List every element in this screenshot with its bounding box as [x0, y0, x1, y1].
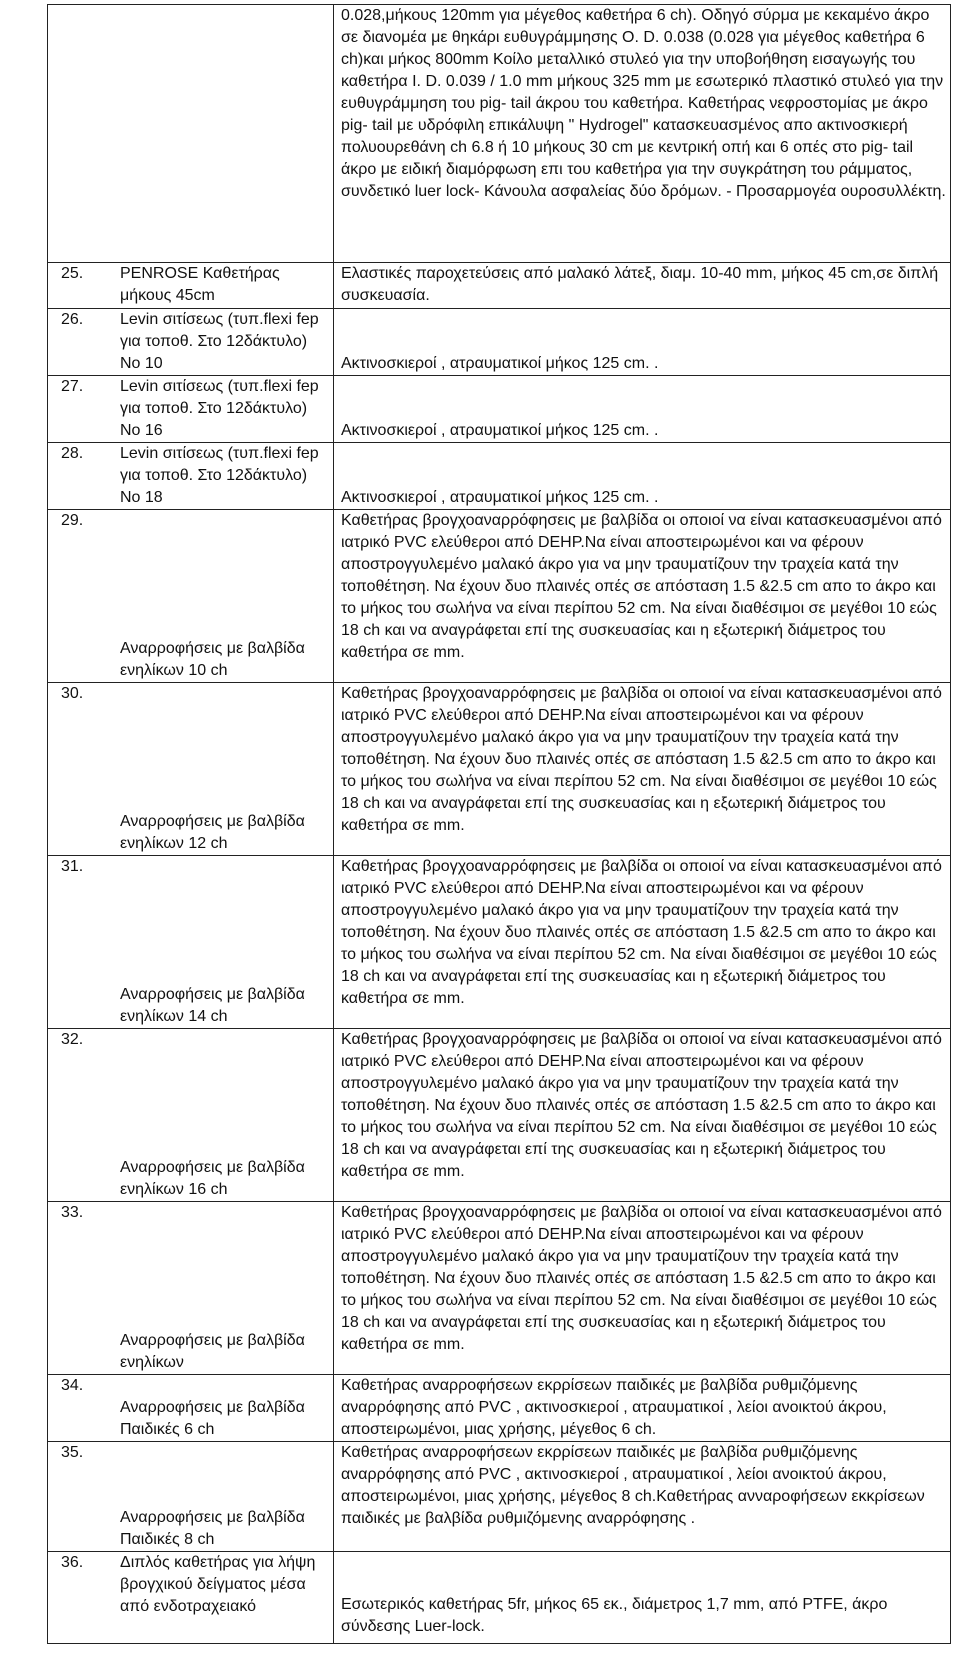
cell-description	[334, 443, 951, 510]
row-number: 30.	[61, 685, 84, 702]
row-number: 27.	[61, 378, 84, 395]
cell-name	[48, 683, 334, 856]
item-name: Levin σιτίσεως (τυπ.flexi fep για τοποθ. Στο 12δάκτυλο) Νο 16	[120, 378, 319, 439]
item-name: Αναρροφήσεις με βαλβίδα ενηλίκων 10 ch	[120, 640, 305, 679]
cell-name	[48, 1029, 334, 1202]
table-row	[48, 376, 951, 443]
cell-name	[48, 510, 334, 683]
cell-description	[334, 309, 951, 376]
table-row	[48, 1552, 951, 1644]
table-row	[48, 1375, 951, 1442]
item-name: Αναρροφήσεις με βαλβίδα ενηλίκων 16 ch	[120, 1159, 305, 1198]
item-name: Αναρροφήσεις με βαλβίδα Παιδικές 6 ch	[120, 1399, 305, 1438]
cell-name	[48, 376, 334, 443]
cell-name	[48, 1375, 334, 1442]
table-row	[48, 510, 951, 683]
cell-name	[48, 1202, 334, 1375]
item-name: Αναρροφήσεις με βαλβίδα ενηλίκων 12 ch	[120, 813, 305, 852]
table-row-continued	[48, 5, 951, 263]
table-row	[48, 1442, 951, 1552]
cell-description	[334, 1552, 951, 1644]
cell-description	[334, 1202, 951, 1375]
item-name: Levin σιτίσεως (τυπ.flexi fep για τοποθ. Στο 12δάκτυλο) Νο 10	[120, 311, 319, 372]
cell-name	[48, 443, 334, 510]
item-description: Καθετήρας βρογχοαναρρόφησεις με βαλβίδα οι οποιοί να είναι κατασκευασμένοι από ιατρικό PVC ελεύθεροι από DEHP.Να είναι αποστειρωμένοι και να φέρουν αποστρογγυλεμένο μαλακό άκρο για να μην τραυματίζουν την τραχεία κατά την τοποθέτηση. Να έχουν δυο πλαινές οπές σε απόσταση 1.5 &2.5 cm απο το άκρο και το μήκος του σωλήνα να είναι περίπου 52 cm. Να είναι διαθέσιμοι σε μεγέθοι 10 εώς 18 ch και να αναγράφεται επί της συσκευασίας και η εξωτερική διάμετρος του καθετήρα σε mm.	[341, 512, 942, 661]
item-description: Καθετήρας βρογχοαναρρόφησεις με βαλβίδα οι οποιοί να είναι κατασκευασμένοι από ιατρικό PVC ελεύθεροι από DEHP.Να είναι αποστειρωμένοι και να φέρουν αποστρογγυλεμένο μαλακό άκρο για να μην τραυματίζουν την τραχεία κατά την τοποθέτηση. Να έχουν δυο πλαινές οπές σε απόσταση 1.5 &2.5 cm απο το άκρο και το μήκος του σωλήνα να είναι περίπου 52 cm. Να είναι διαθέσιμοι σε μεγέθοι 10 εώς 18 ch και να αναγράφεται επί της συσκευασίας και η εξωτερική διάμετρος του καθετήρα σε mm.	[341, 1031, 942, 1180]
item-name: PENROSE Καθετήρας μήκους 45cm	[120, 265, 280, 304]
item-description: Ελαστικές παροχετεύσεις από μαλακό λάτεξ, διαμ. 10-40 mm, μήκος 45 cm,σε διπλή συσκευασία.	[341, 265, 939, 304]
row-number: 28.	[61, 445, 84, 462]
cell-description	[334, 856, 951, 1029]
item-description: Καθετήρας αναρροφήσεων εκρρίσεων παιδικές με βαλβίδα ρυθμιζόμενης αναρρόφησης από PVC , ακτινοσκιεροί , ατραυματικοί , λείοι ανοικτού άκρου, αποστειρωμένοι, μιας χρήσης, μέγεθος 8 ch.Καθετήρας ανναροφήσεων εκκρίσεων παιδικές με βαλβίδα ρυθμιζόμενης αναρρόφησης .	[341, 1444, 925, 1527]
item-description: Καθετήρας βρογχοαναρρόφησεις με βαλβίδα οι οποιοί να είναι κατασκευασμένοι από ιατρικό PVC ελεύθεροι από DEHP.Να είναι αποστειρωμένοι και να φέρουν αποστρογγυλεμένο μαλακό άκρο για να μην τραυματίζουν την τραχεία κατά την τοποθέτηση. Να έχουν δυο πλαινές οπές σε απόσταση 1.5 &2.5 cm απο το άκρο και το μήκος του σωλήνα να είναι περίπου 52 cm. Να είναι διαθέσιμοι σε μεγέθοι 10 εώς 18 ch και να αναγράφεται επί της συσκευασίας και η εξωτερική διάμετρος του καθετήρα σε mm.	[341, 685, 942, 834]
row-number: 25.	[61, 265, 84, 282]
row-number: 35.	[61, 1444, 84, 1461]
cell-description	[334, 1029, 951, 1202]
table-row	[48, 1029, 951, 1202]
cell-description	[334, 376, 951, 443]
item-description: Καθετήρας αναρροφήσεων εκρρίσεων παιδικές με βαλβίδα ρυθμιζόμενης αναρρόφησης από PVC , ακτινοσκιεροί , ατραυματικοί , λείοι ανοικτού άκρου, αποστειρωμένοι, μιας χρήσης, μέγεθος 6 ch.	[341, 1377, 887, 1438]
item-name: Διπλός καθετήρας για λήψη βρογχικού δείγματος μέσα από ενδοτραχειακό	[120, 1554, 316, 1615]
cell-description	[334, 510, 951, 683]
spec-table	[47, 4, 951, 1644]
item-description: Ακτινοσκιεροί , ατραυματικοί μήκος 125 cm. .	[341, 355, 659, 372]
row-number: 31.	[61, 858, 84, 875]
table-row	[48, 856, 951, 1029]
row-number: 33.	[61, 1204, 84, 1221]
item-name: Αναρροφήσεις με βαλβίδα ενηλίκων	[120, 1332, 305, 1371]
table-row	[48, 263, 951, 309]
item-description: Εσωτερικός καθετήρας 5fr, μήκος 65 εκ., διάμετρος 1,7 mm, από PTFE, άκρο σύνδεσης Luer-lock.	[341, 1596, 888, 1635]
cell-name	[48, 5, 334, 263]
item-name: Levin σιτίσεως (τυπ.flexi fep για τοποθ. Στο 12δάκτυλο) Νο 18	[120, 445, 319, 506]
item-name: Αναρροφήσεις με βαλβίδα ενηλίκων 14 ch	[120, 986, 305, 1025]
cell-description	[334, 5, 951, 263]
row-number: 32.	[61, 1031, 84, 1048]
row-number: 34.	[61, 1377, 84, 1394]
item-description: Ακτινοσκιεροί , ατραυματικοί μήκος 125 cm. .	[341, 422, 659, 439]
cell-name	[48, 263, 334, 309]
cell-name	[48, 856, 334, 1029]
row-number: 29.	[61, 512, 84, 529]
cell-description	[334, 1375, 951, 1442]
table-row	[48, 1202, 951, 1375]
cell-name	[48, 309, 334, 376]
cell-description	[334, 263, 951, 309]
table-row	[48, 309, 951, 376]
cell-description	[334, 1442, 951, 1552]
item-description: Ακτινοσκιεροί , ατραυματικοί μήκος 125 cm. .	[341, 489, 659, 506]
cell-name	[48, 1442, 334, 1552]
item-description: Καθετήρας βρογχοαναρρόφησεις με βαλβίδα οι οποιοί να είναι κατασκευασμένοι από ιατρικό PVC ελεύθεροι από DEHP.Να είναι αποστειρωμένοι και να φέρουν αποστρογγυλεμένο μαλακό άκρο για να μην τραυματίζουν την τραχεία κατά την τοποθέτηση. Να έχουν δυο πλαινές οπές σε απόσταση 1.5 &2.5 cm απο το άκρο και το μήκος του σωλήνα να είναι περίπου 52 cm. Να είναι διαθέσιμοι σε μεγέθοι 10 εώς 18 ch και να αναγράφεται επί της συσκευασίας και η εξωτερική διάμετρος του καθετήρα σε mm.	[341, 1204, 942, 1353]
table-row	[48, 683, 951, 856]
item-name: Αναρροφήσεις με βαλβίδα Παιδικές 8 ch	[120, 1509, 305, 1548]
table-row	[48, 443, 951, 510]
row-number: 36.	[61, 1554, 84, 1571]
cell-description	[334, 683, 951, 856]
continued-description: 0.028,μήκους 120mm για μέγεθος καθετήρα 6 ch). Οδηγό σύρμα με κεκαμένο άκρο σε διανομέα με θηκάρι ευθυγράμμησης Ο. D. 0.038 (0.028 για μέγεθος καθετήρα 6 ch)και μήκος 800mm Κοίλο μεταλλικό στυλεό για την υποβοήθηση εισαγωγής του καθετήρα I. D. 0.039 / 1.0 mm μήκους 325 mm με εσωτερικό πλαστικό στυλεό για την ευθυγράμμηση του pig- tail άκρου του καθετήρα. Καθετήρας νεφροστομίας με άκρο pig- tail με υδρόφιλη επικάλυψη " Hydrogel" κατασκευασμένος απο ακτινοσκιερή πολυουρεθάνη ch 6.8 ή 10 μήκους 30 cm με κεντρική οπή και 6 οπές στο pig- tail άκρο με ειδική διαμόρφωση επι του καθετήρα για την συγκράτηση του ράμματος, συνδετικό luer lock- Κάνουλα ασφαλείας δύο δρόμων. - Προσαρμογέα ουροσυλλέκτη.	[341, 7, 946, 200]
item-description: Καθετήρας βρογχοαναρρόφησεις με βαλβίδα οι οποιοί να είναι κατασκευασμένοι από ιατρικό PVC ελεύθεροι από DEHP.Να είναι αποστειρωμένοι και να φέρουν αποστρογγυλεμένο μαλακό άκρο για να μην τραυματίζουν την τραχεία κατά την τοποθέτηση. Να έχουν δυο πλαινές οπές σε απόσταση 1.5 &2.5 cm απο το άκρο και το μήκος του σωλήνα να είναι περίπου 52 cm. Να είναι διαθέσιμοι σε μεγέθοι 10 εώς 18 ch και να αναγράφεται επί της συσκευασίας και η εξωτερική διάμετρος του καθετήρα σε mm.	[341, 858, 942, 1007]
cell-name	[48, 1552, 334, 1644]
row-number: 26.	[61, 311, 84, 328]
